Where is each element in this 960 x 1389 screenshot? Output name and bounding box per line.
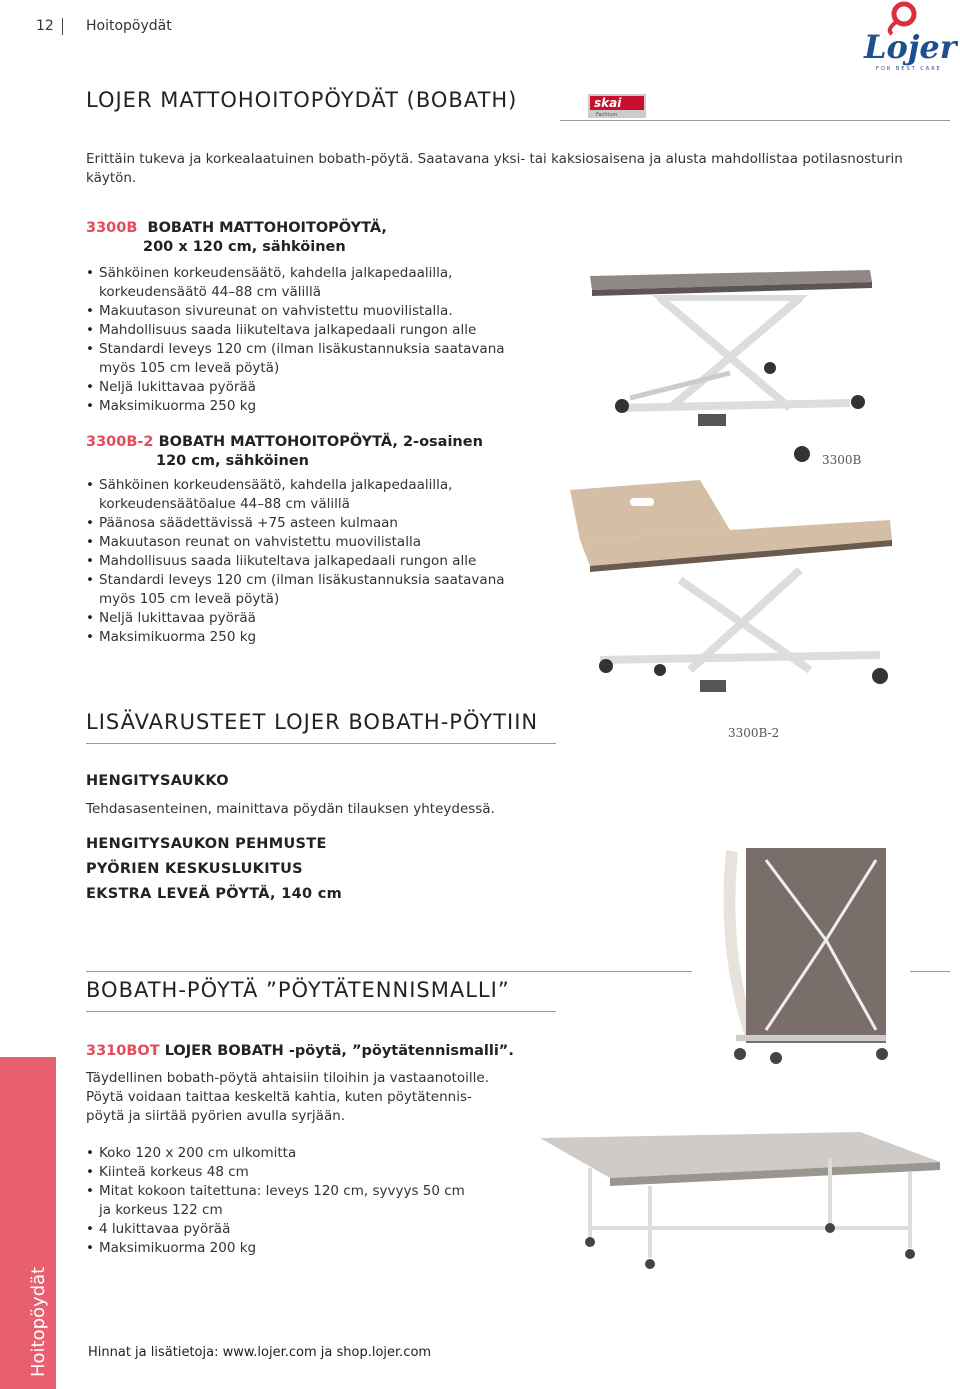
skai-logo [588, 94, 646, 118]
list-item: • Maksimikuorma 200 kg [86, 1239, 556, 1258]
section-title-lisavarusteet: LISÄVARUSTEET LOJER BOBATH-PÖYTIIN [86, 710, 539, 734]
model-code: 3300B-2 [86, 434, 154, 450]
model-code: 3310BOT [86, 1043, 160, 1059]
list-item: • Sähköinen korkeudensäätö, kahdella jalkapedaalilla, [86, 476, 556, 495]
list-item: • Neljä lukittavaa pyörää [86, 378, 556, 397]
list-item: • Koko 120 x 200 cm ulkomitta [86, 1144, 556, 1163]
accessory-pehmuste: HENGITYSAUKON PEHMUSTE [86, 836, 327, 852]
list-item: • Mitat kokoon taitettuna: leveys 120 cm, syvyys 50 cm [86, 1182, 556, 1201]
section-title-poytatennismalli: BOBATH-PÖYTÄ ”PÖYTÄTENNISMALLI” [86, 978, 510, 1002]
logo-wordmark: Lojer [864, 28, 957, 66]
model-3310bot-features [86, 1144, 556, 1258]
header-category: Hoitopöydät [86, 18, 172, 34]
model-3310bot-title: 3310BOT LOJER BOBATH -pöytä, ”pöytätennismalli”. [86, 1043, 514, 1059]
product-image-3300b [570, 258, 880, 468]
image-caption-3300b: 3300B [822, 453, 862, 467]
header-separator [62, 18, 63, 35]
image-caption-3300b2: 3300B-2 [728, 726, 780, 740]
list-item: • Maksimikuorma 250 kg [86, 628, 556, 647]
accessory-keskuslukitus: PYÖRIEN KESKUSLUKITUS [86, 861, 303, 877]
model-3300b2-title: 3300B-2 BOBATH MATTOHOITOPÖYTÄ, 2-osainen 120 cm, sähköinen [86, 434, 483, 469]
side-tab-label: Hoitopöydät [28, 1266, 49, 1377]
list-item: korkeudensäätö 44–88 cm välillä [99, 284, 321, 300]
accessory-ekstra-levea: EKSTRA LEVEÄ PÖYTÄ, 140 cm [86, 886, 343, 902]
list-item: korkeudensäätöalue 44–88 cm välillä [99, 496, 350, 512]
footer-text: Hinnat ja lisätietoja: www.lojer.com ja shop.lojer.com [88, 1345, 432, 1360]
product-image-3300b2 [560, 470, 910, 700]
model-3300b-features [86, 264, 556, 416]
section-rule [560, 120, 950, 121]
list-item: ja korkeus 122 cm [99, 1202, 223, 1218]
list-item: • Sähköinen korkeudensäätö, kahdella jalkapedaalilla, [86, 264, 556, 283]
section-rule [86, 971, 692, 972]
list-item: • Neljä lukittavaa pyörää [86, 609, 556, 628]
svg-text:Fachtum: Fachtum [596, 112, 618, 118]
skai-wordmark: skai [594, 96, 622, 110]
logo-tagline: FOR BEST CARE [876, 66, 942, 72]
list-item: • 4 lukittavaa pyörää [86, 1220, 556, 1239]
page-number: 12 [36, 18, 54, 34]
side-category-tab [0, 1057, 56, 1389]
section-rule [86, 1011, 556, 1012]
list-item: • Makuutason reunat on vahvistettu muovilistalla [86, 533, 556, 552]
section-title-mattohoitopoydat: LOJER MATTOHOITOPÖYDÄT (BOBATH) [86, 88, 518, 112]
list-item: myös 105 cm leveä pöytä) [99, 360, 280, 376]
list-item: • Mahdollisuus saada liikuteltava jalkapedaali rungon alle [86, 321, 556, 340]
model-code: 3300B [86, 220, 138, 236]
list-item: • Standardi leveys 120 cm (ilman lisäkustannuksia saatavana [86, 571, 556, 590]
list-item: • Päänosa säädettävissä +75 asteen kulmaan [86, 514, 556, 533]
lojer-logo [858, 0, 958, 72]
model-3300b-title: 3300B BOBATH MATTOHOITOPÖYTÄ, 200 x 120 cm, sähköinen [86, 220, 387, 255]
product-image-folded-table [706, 830, 896, 1070]
list-item: myös 105 cm leveä pöytä) [99, 591, 280, 607]
model-3310bot-description: Täydellinen bobath-pöytä ahtaisiin tiloihin ja vastaanotoille. Pöytä voidaan taittaa keskeltä kahtia, kuten pöytätennis- pöytä ja siirtää pyörien avulla syrjään. [86, 1070, 489, 1124]
list-item: • Mahdollisuus saada liikuteltava jalkapedaali rungon alle [86, 552, 556, 571]
list-item: • Makuutason sivureunat on vahvistettu muovilistalla. [86, 302, 556, 321]
section-rule [86, 743, 556, 744]
product-image-tennis-table [530, 1128, 950, 1278]
list-item: • Standardi leveys 120 cm (ilman lisäkustannuksia saatavana [86, 340, 556, 359]
model-3300b2-features [86, 476, 556, 647]
accessory-hengitysaukko: HENGITYSAUKKO [86, 773, 229, 789]
intro-text: Erittäin tukeva ja korkealaatuinen bobath-pöytä. Saatavana yksi- tai kaksiosaisena ja alusta mahdollistaa potilasnosturin käytön. [86, 151, 903, 186]
accessory-hengitysaukko-text: Tehdasasenteinen, mainittava pöydän tilauksen yhteydessä. [86, 801, 495, 817]
list-item: • Kiinteä korkeus 48 cm [86, 1163, 556, 1182]
section-rule [910, 971, 950, 972]
list-item: • Maksimikuorma 250 kg [86, 397, 556, 416]
